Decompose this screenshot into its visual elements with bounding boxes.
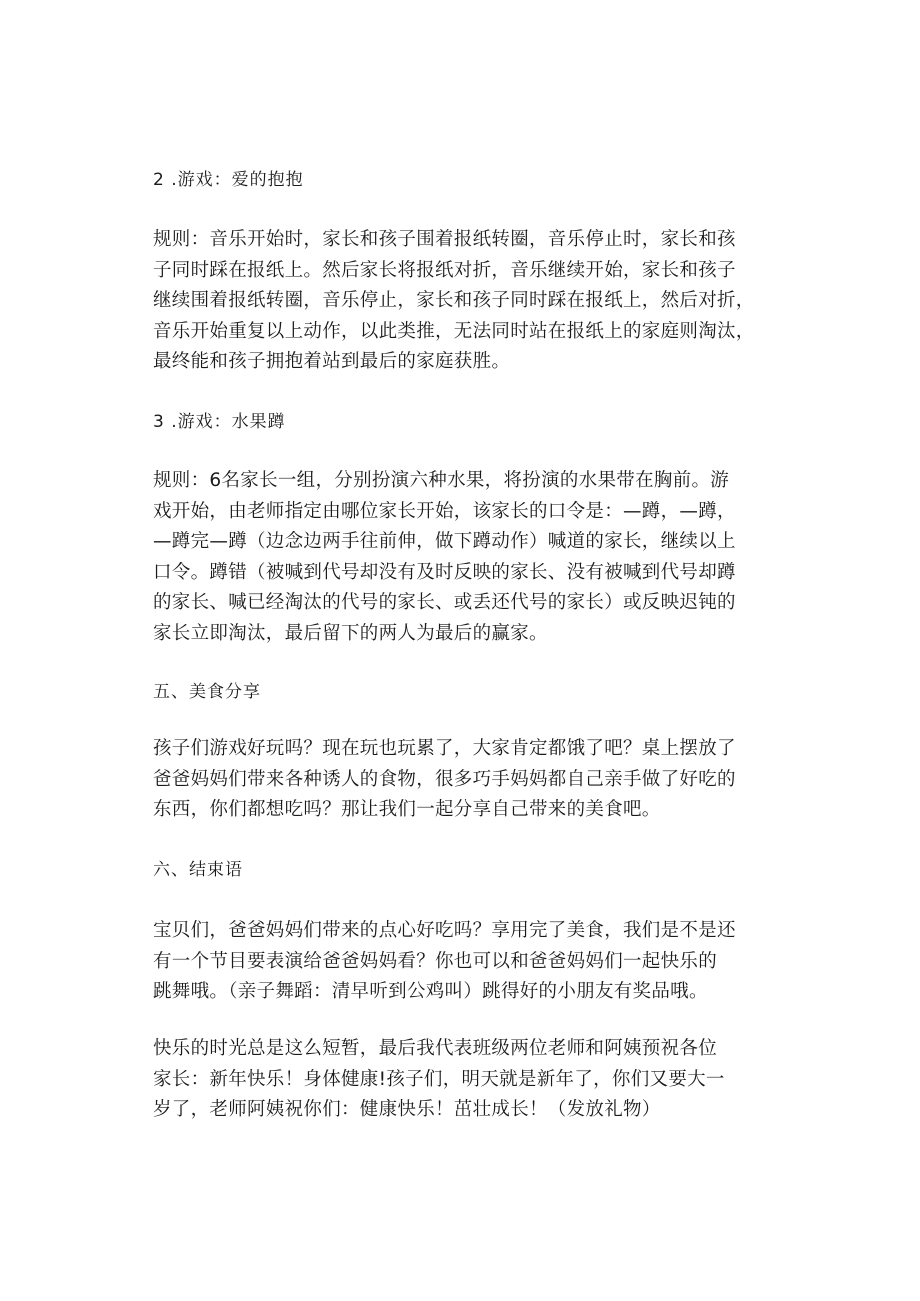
text-line: 戏开始，由老师指定由哪位家长开始，该家长的口令是：—蹲，—蹲， [153, 500, 736, 522]
text-line: 最终能和孩子拥抱着站到最后的家庭获胜。 [153, 351, 511, 373]
text-line: 的家长、喊已经淘汰的代号的家长、或丢还代号的家长）或反映迟钝的 [153, 592, 736, 614]
text-line: 孩子们游戏好玩吗？现在玩也玩累了，大家肯定都饿了吧？桌上摆放了 [153, 738, 736, 759]
text-line: 岁了，老师阿姨祝你们：健康快乐！茁壮成长！（发放礼物） [153, 1099, 661, 1121]
section-heading-game-fruit: 3 .游戏：水果蹲 [153, 412, 286, 432]
text-line: 子同时踩在报纸上。然后家长将报纸对折，音乐继续开始，家长和孩子 [153, 259, 736, 281]
text-line: —蹲完—蹲（边念边两手往前伸，做下蹲动作）喊道的家长，继续以上 [153, 531, 736, 553]
text-line: 规则：6名家长一组，分别扮演六种水果，将扮演的水果带在胸前。游 [153, 470, 730, 491]
paragraph-closing-2 [153, 1034, 725, 1126]
text-line: 宝贝们，爸爸妈妈们带来的点心好吃吗？享用完了美食，我们是不是还 [153, 920, 736, 941]
paragraph-hug-rules [153, 225, 755, 378]
paragraph-closing-1 [153, 916, 736, 1008]
section-heading-game-hug: 2 .游戏：爱的抱抱 [153, 170, 304, 190]
text-line: 快乐的时光总是这么短暂，最后我代表班级两位老师和阿姨预祝各位 [153, 1038, 718, 1059]
text-line: 音乐开始重复以上动作，以此类推，无法同时站在报纸上的家庭则淘汰， [153, 320, 755, 342]
text-line: 家长：新年快乐！身体健康!孩子们，明天就是新年了，你们又要大一 [153, 1068, 725, 1090]
text-line: 东西，你们都想吃吗？那让我们一起分享自己带来的美食吧。 [153, 799, 661, 821]
paragraph-fruit-rules [153, 466, 736, 650]
section-heading-closing: 六、结束语 [153, 860, 243, 880]
text-line: 跳舞哦。（亲子舞蹈：清早听到公鸡叫）跳得好的小朋友有奖品哦。 [153, 981, 708, 1003]
text-line: 有一个节目要表演给爸爸妈妈看？你也可以和爸爸妈妈们一起快乐的 [153, 950, 718, 972]
text-line: 继续围着报纸转圈，音乐停止，家长和孩子同时踩在报纸上，然后对折， [153, 290, 755, 312]
text-line: 口令。蹲错（被喊到代号却没有及时反映的家长、没有被喊到代号却蹲 [153, 561, 736, 583]
section-heading-food-sharing: 五、美食分享 [153, 682, 261, 702]
paragraph-food-sharing [153, 734, 736, 826]
text-line: 家长立即淘汰，最后留下的两人为最后的赢家。 [153, 622, 548, 644]
text-line: 规则：音乐开始时，家长和孩子围着报纸转圈，音乐停止时，家长和孩 [153, 229, 736, 250]
text-line: 爸爸妈妈们带来各种诱人的食物，很多巧手妈妈都自己亲手做了好吃的 [153, 768, 736, 790]
